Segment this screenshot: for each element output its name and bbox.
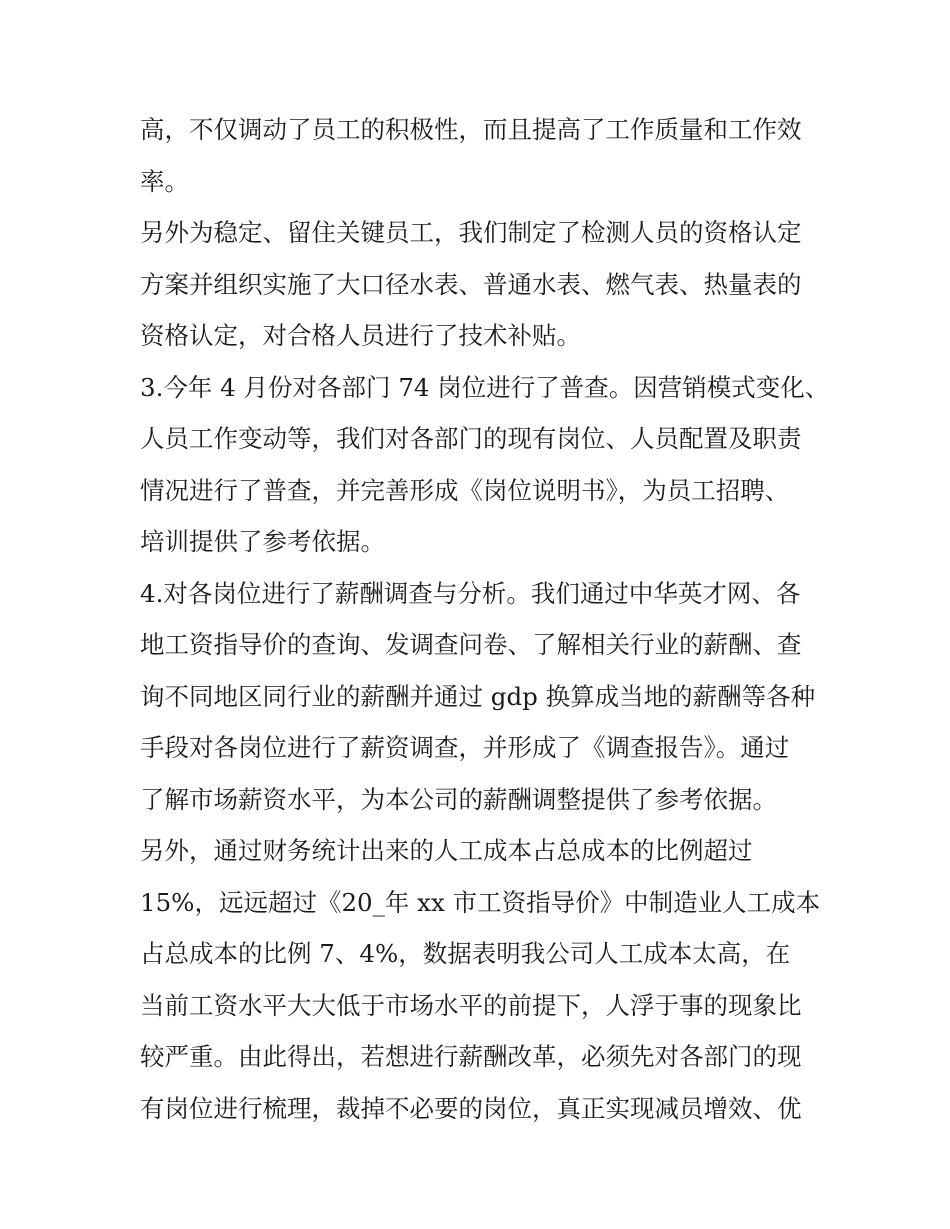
- text-line: 较严重。由此得出，若想进行薪酬改革，必须先对各部门的现: [140, 1042, 802, 1071]
- document-body: [140, 104, 830, 1134]
- text-line: 资格认定，对合格人员进行了技术补贴。: [140, 321, 581, 350]
- text-line: 了解市场薪资水平，为本公司的薪酬调整提供了参考依据。: [140, 784, 777, 814]
- text-line: 地工资指导价的查询、发调查问卷、了解相关行业的薪酬、查: [140, 630, 802, 659]
- text-line: 询不同地区同行业的薪酬并通过 gdp 换算成当地的薪酬等各种: [140, 681, 816, 711]
- text-line: 培训提供了参考依据。: [140, 527, 385, 556]
- text-line: 当前工资水平大大低于市场水平的前提下，人浮于事的现象比: [140, 990, 802, 1020]
- text-line: 15%，远远超过《20_年 xx 市工资指导价》中制造业人工成本: [140, 887, 821, 917]
- text-line: 情况进行了普查，并完善形成《岗位说明书》，为员工招聘、: [140, 475, 790, 505]
- text-line: 3.今年 4 月份对各部门 74 岗位进行了普查。因营销模式变化、: [140, 372, 830, 402]
- text-line: 手段对各岗位进行了薪资调查，并形成了《调查报告》。通过: [140, 733, 790, 762]
- text-line: 率。: [140, 166, 189, 196]
- text-line: 高，不仅调动了员工的积极性，而且提高了工作质量和工作效: [140, 115, 802, 144]
- text-line: 人员工作变动等，我们对各部门的现有岗位、人员配置及职责: [140, 424, 802, 453]
- text-line: 方案并组织实施了大口径水表、普通水表、燃气表、热量表的: [140, 269, 802, 299]
- text-line: 另外为稳定、留住关键员工，我们制定了检测人员的资格认定: [140, 218, 802, 247]
- text-line: 4.对各岗位进行了薪酬调查与分析。我们通过中华英才网、各: [140, 578, 801, 608]
- text-line: 有岗位进行梳理，裁掉不必要的岗位，真正实现减员增效、优: [140, 1093, 802, 1123]
- text-line: 另外，通过财务统计出来的人工成本占总成本的比例超过: [140, 836, 753, 865]
- text-line: 占总成本的比例 7、4%，数据表明我公司人工成本太高，在: [140, 939, 791, 968]
